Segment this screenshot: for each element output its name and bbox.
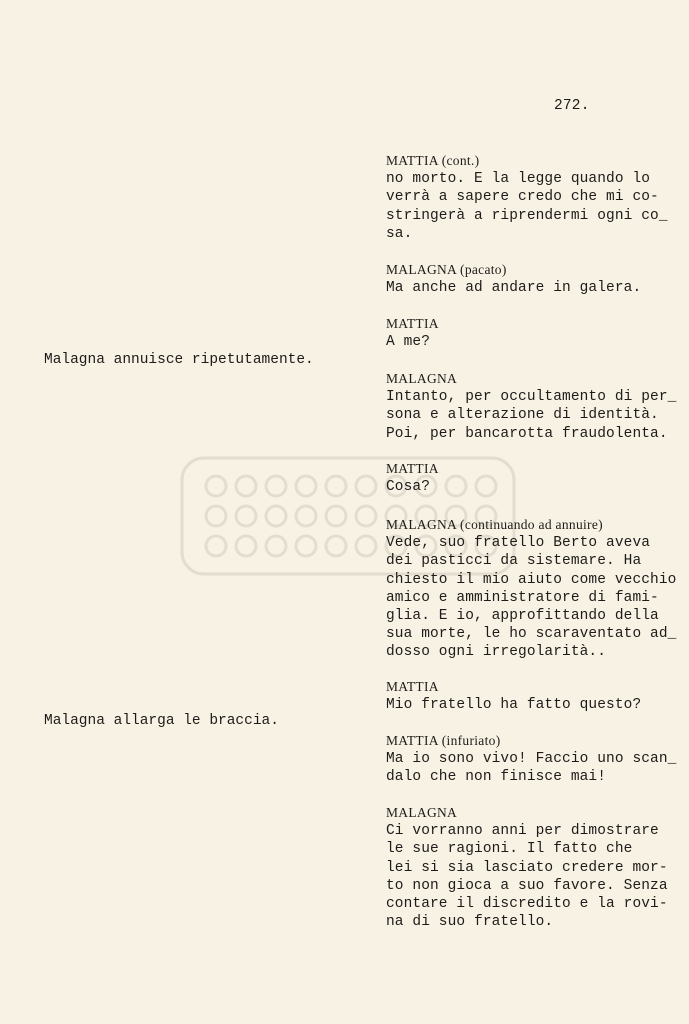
dialogue-block <box>386 261 641 297</box>
speaker-name: MALAGNA (continuando ad annuire) <box>386 517 603 532</box>
dialogue-line: le sue ragioni. Il fatto che <box>386 841 633 858</box>
dialogue-line: amico e amministratore di fami- <box>386 589 659 606</box>
dialogue-line: Ci vorranno anni per dimostrare <box>386 823 659 840</box>
dialogue-line: to non gioca a suo favore. Senza <box>386 877 668 894</box>
speaker-name: MATTIA <box>386 461 439 476</box>
dialogue-line: glia. E io, approfittando della <box>386 608 659 625</box>
dialogue-line: Vede, suo fratello Berto aveva <box>386 535 651 552</box>
dialogue-line: Poi, per bancarotta fraudolenta. <box>386 425 668 442</box>
dialogue-block <box>386 315 439 351</box>
action-line: Malagna allarga le braccia. <box>44 713 279 729</box>
dialogue-block <box>386 804 668 931</box>
page-number: 272. <box>554 98 590 114</box>
dialogue-block <box>386 152 668 243</box>
dialogue-line: chiesto il mio aiuto come vecchio <box>386 571 677 588</box>
dialogue-block <box>386 516 676 662</box>
dialogue-line: lei si sia lasciato credere mor- <box>386 859 668 876</box>
dialogue-block <box>386 732 676 787</box>
dialogue-line: Intanto, per occultamento di per_ <box>386 389 677 406</box>
dialogue-line: stringerà a riprendermi ogni co_ <box>386 207 668 224</box>
dialogue-block <box>386 678 641 714</box>
dialogue-line: sona e alterazione di identità. <box>386 407 659 424</box>
dialogue-line: na di suo fratello. <box>386 914 554 931</box>
speaker-name: MATTIA (infuriato) <box>386 733 501 748</box>
dialogue-line: Mio fratello ha fatto questo? <box>386 697 642 714</box>
speaker-name: MALAGNA (pacato) <box>386 262 507 277</box>
dialogue-line: verrà a sapere credo che mi co- <box>386 189 659 206</box>
dialogue-line: dei pasticci da sistemare. Ha <box>386 553 642 570</box>
dialogue-block <box>386 370 676 443</box>
speaker-name: MATTIA <box>386 679 439 694</box>
speaker-name: MALAGNA <box>386 805 458 820</box>
dialogue-line: Ma anche ad andare in galera. <box>386 280 642 297</box>
dialogue-line: sa. <box>386 225 413 242</box>
dialogue-line: dosso ogni irregolarità.. <box>386 644 607 661</box>
dialogue-block <box>386 460 439 496</box>
dialogue-line: dalo che non finisce mai! <box>386 769 607 786</box>
speaker-name: MALAGNA <box>386 371 458 386</box>
dialogue-line: no morto. E la legge quando lo <box>386 171 651 188</box>
dialogue-line: contare il discredito e la rovi- <box>386 896 668 913</box>
speaker-name: MATTIA <box>386 316 439 331</box>
dialogue-line: Ma io sono vivo! Faccio uno scan_ <box>386 751 677 768</box>
speaker-name: MATTIA (cont.) <box>386 153 480 168</box>
dialogue-line: Cosa? <box>386 479 431 496</box>
dialogue-line: A me? <box>386 334 431 351</box>
dialogue-line: sua morte, le ho scaraventato ad_ <box>386 626 677 643</box>
action-line: Malagna annuisce ripetutamente. <box>44 352 314 368</box>
